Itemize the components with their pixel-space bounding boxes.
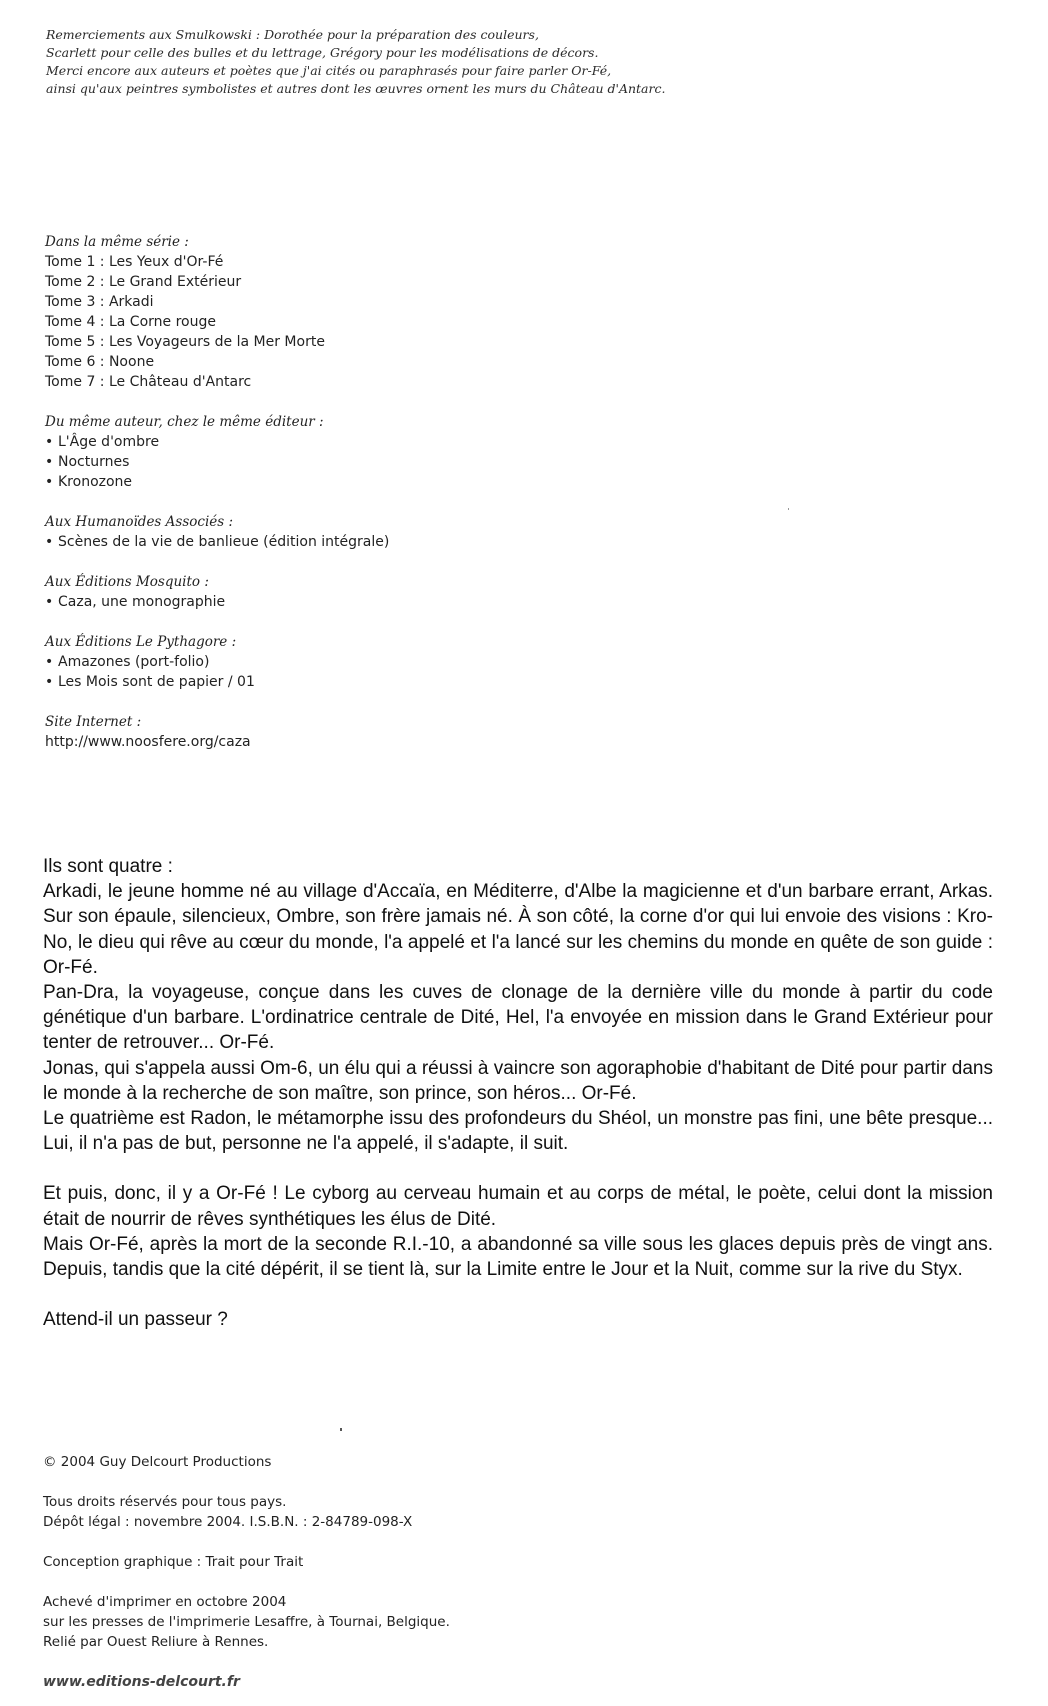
bullet-icon: • — [45, 594, 54, 610]
series-item: Tome 4 : La Corne rouge — [45, 314, 216, 330]
humanoides-list — [45, 512, 645, 552]
bullet-icon: • — [45, 474, 54, 490]
ack-line: Scarlett pour celle des bulles et du lettrage, Grégory pour les modélisations de décors. — [46, 45, 599, 60]
bullet-icon: • — [45, 434, 54, 450]
mosquito-heading: Aux Éditions Mosquito : — [45, 574, 209, 590]
same-author-item: • Nocturnes — [45, 454, 130, 470]
series-item: Tome 6 : Noone — [45, 354, 155, 370]
same-author-item: • Kronozone — [45, 474, 133, 490]
series-item: Tome 5 : Les Voyageurs de la Mer Morte — [45, 334, 325, 350]
ack-line: Remerciements aux Smulkowski : Dorothée pour la préparation des couleurs, — [46, 27, 539, 42]
design-block — [43, 1552, 743, 1572]
series-item: Tome 3 : Arkadi — [45, 294, 154, 310]
pythagore-heading: Aux Éditions Le Pythagore : — [45, 634, 237, 650]
copyright-block — [43, 1452, 743, 1472]
legal-deposit-line: Dépôt légal : novembre 2004. I.S.B.N. : 2-84789-098-X — [43, 1514, 413, 1530]
humanoides-heading: Aux Humanoïdes Associés : — [45, 514, 234, 530]
bullet-icon: • — [45, 654, 54, 670]
print-speck — [788, 508, 789, 510]
website-heading: Site Internet : — [45, 714, 142, 730]
summary-paragraph: Ils sont quatre : — [43, 856, 173, 877]
design-credit-line: Conception graphique : Trait pour Trait — [43, 1554, 304, 1570]
pythagore-item: • Les Mois sont de papier / 01 — [45, 674, 255, 690]
printing-line: Achevé d'imprimer en octobre 2004 — [43, 1594, 287, 1610]
bullet-icon: • — [45, 454, 54, 470]
printing-line: sur les presses de l'imprimerie Lesaffre, à Tournai, Belgique. — [43, 1614, 450, 1630]
summary-paragraph: Arkadi, le jeune homme né au village d'Accaïa, en Méditerre, d'Albe la magicienne et d'un barbare errant, Arkas. Sur son épaule, silencieux, Ombre, son frère jamais né. À son côté, la corne d'or qui lui envoie des visions : Kro-No, le dieu qui rêve au cœur du monde, l'a appelé et l'a lancé sur les chemins du monde en quête de son guide : Or-Fé. — [43, 881, 993, 978]
summary-paragraph: Et puis, donc, il y a Or-Fé ! Le cyborg au cerveau humain et au corps de métal, le poète, celui dont la mission était de nourrir de rêves synthétiques les élus de Dité. — [43, 1183, 993, 1230]
bibliography — [45, 232, 645, 772]
summary-paragraph: Attend-il un passeur ? — [43, 1309, 228, 1331]
printing-block — [43, 1592, 743, 1652]
print-speck — [340, 1428, 342, 1431]
same-author-list — [45, 412, 645, 492]
summary-text — [43, 854, 993, 1332]
paragraph-spacer — [43, 1156, 993, 1181]
same-author-heading: Du même auteur, chez le même éditeur : — [45, 414, 324, 430]
paragraph-spacer — [43, 1282, 993, 1307]
series-item: Tome 2 : Le Grand Extérieur — [45, 274, 242, 290]
rights-line: Tous droits réservés pour tous pays. — [43, 1494, 287, 1510]
summary-paragraph: Mais Or-Fé, après la mort de la seconde R.I.-10, a abandonné sa ville sous les glaces depuis près de vingt ans. Depuis, tandis que la cité dépérit, il se tient là, sur la Limite entre le Jour et la Nuit, comme sur la rive du Styx. — [43, 1233, 993, 1281]
mosquito-list — [45, 572, 645, 612]
bullet-icon: • — [45, 674, 54, 690]
series-heading: Dans la même série : — [45, 234, 189, 250]
legal-block — [43, 1492, 743, 1532]
copyright-line: © 2004 Guy Delcourt Productions — [43, 1454, 272, 1470]
colophon — [43, 1452, 743, 1672]
website-url[interactable]: http://www.noosfere.org/caza — [45, 734, 251, 750]
summary-paragraph: Le quatrième est Radon, le métamorphe issu des profondeurs du Shéol, un monstre pas fini, une bête presque... Lui, il n'a pas de but, personne ne l'a appelé, il s'adapte, il suit. — [43, 1108, 993, 1155]
ack-line: ainsi qu'aux peintres symbolistes et autres dont les œuvres ornent les murs du Château d'Antarc. — [46, 81, 666, 96]
pythagore-item: • Amazones (port-folio) — [45, 654, 210, 670]
series-item: Tome 7 : Le Château d'Antarc — [45, 374, 252, 390]
summary-paragraph: Jonas, qui s'appela aussi Om-6, un élu qui a réussi à vaincre son agoraphobie d'habitant de Dité pour partir dans le monde à la recherche de son maître, son prince, son héros... Or-Fé. — [43, 1057, 993, 1104]
publisher-website[interactable]: www.editions-delcourt.fr — [43, 1674, 240, 1690]
website-block — [45, 712, 645, 752]
acknowledgements — [46, 26, 946, 98]
bullet-icon: • — [45, 534, 54, 550]
summary-paragraph: Pan-Dra, la voyageuse, conçue dans les cuves de clonage de la dernière ville du monde à partir du code génétique d'un barbare. L'ordinatrice centrale de Dité, Hel, l'a envoyée en mission dans le Grand Extérieur pour tenter de retrouver... Or-Fé. — [43, 982, 993, 1054]
humanoides-item: • Scènes de la vie de banlieue (édition intégrale) — [45, 534, 390, 550]
series-list — [45, 232, 645, 392]
ack-line: Merci encore aux auteurs et poètes que j'ai cités ou paraphrasés pour faire parler Or-Fé, — [46, 63, 612, 78]
binding-line: Relié par Ouest Reliure à Rennes. — [43, 1634, 269, 1650]
series-item: Tome 1 : Les Yeux d'Or-Fé — [45, 254, 224, 270]
pythagore-list — [45, 632, 645, 692]
same-author-item: • L'Âge d'ombre — [45, 434, 160, 450]
mosquito-item: • Caza, une monographie — [45, 594, 226, 610]
